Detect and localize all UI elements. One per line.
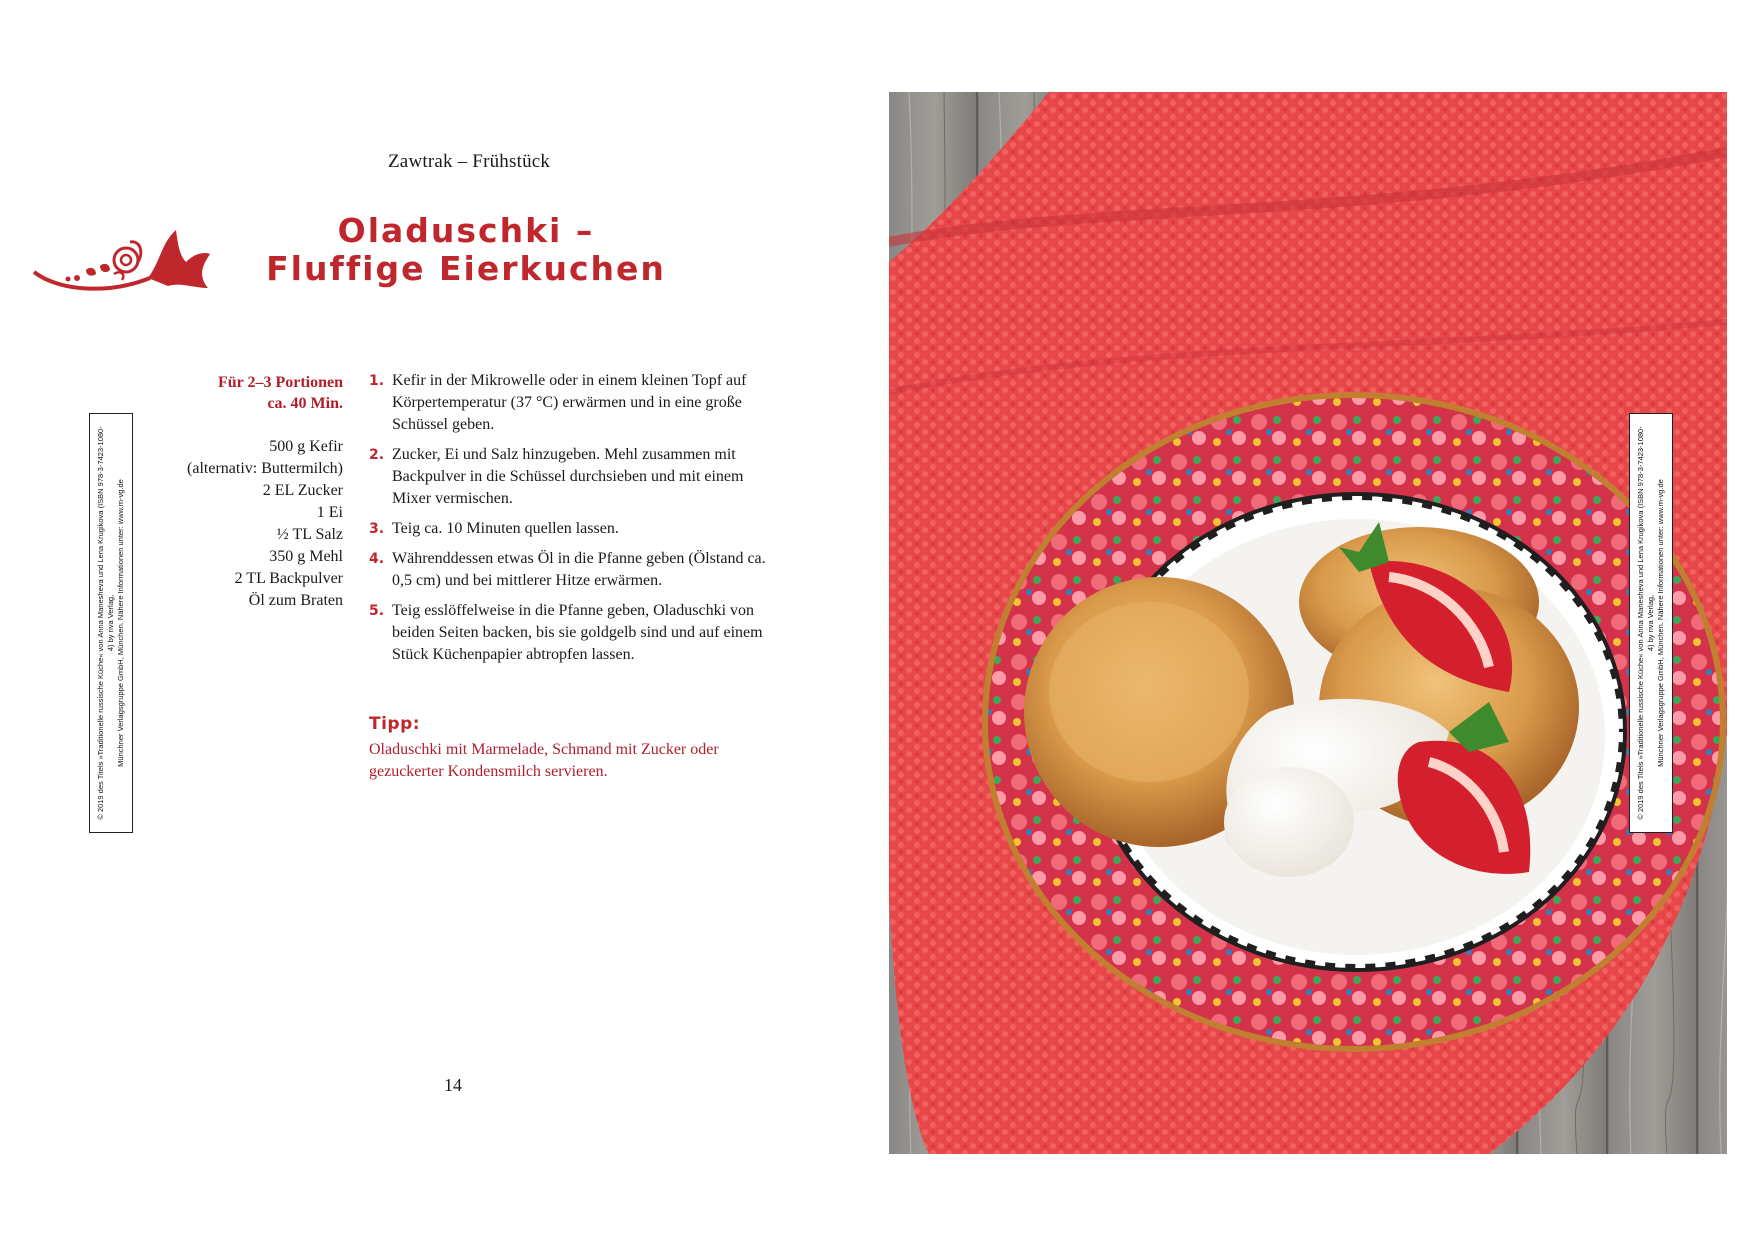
step-text: Teig ca. 10 Minuten quellen lassen.	[392, 520, 619, 537]
pancakes-photo-illustration	[889, 92, 1727, 1154]
copyright-notice-right	[1629, 413, 1673, 833]
copyright-notice-left	[89, 413, 133, 833]
title-line-1: Oladuschki –	[337, 211, 595, 250]
ingredient-item: 500 g Kefir	[269, 438, 343, 455]
flower-ornament-icon	[30, 222, 210, 306]
ingredient-item: 2 EL Zucker	[262, 482, 343, 499]
page-number: 14	[444, 1075, 462, 1095]
portions-count: Für 2–3 Portionen	[217, 374, 343, 391]
step-text: Währenddessen etwas Öl in die Pfanne geben (Ölstand ca. 0,5 cm) und bei mittlerer Hitze erwärmen.	[392, 550, 766, 589]
step-text: Teig esslöffelweise in die Pfanne geben, Oladuschki von beiden Seiten backen, bis sie goldgelb sind und auf einem Stück Küchenpapier abtropfen lassen.	[392, 602, 763, 663]
cooking-time: ca. 40 Min.	[267, 395, 343, 412]
ingredient-item: 1 Ei	[316, 504, 343, 521]
step-item	[369, 548, 769, 592]
ingredient-item: 350 g Mehl	[269, 548, 343, 565]
copyright-line: Münchner Verlagsgruppe GmbH, München. Nähere Informationen unter: www.m-vg.de	[116, 479, 125, 767]
title-line-2: Fluffige Eierkuchen	[266, 249, 666, 288]
copyright-line: © 2019 des Titels »Traditionelle russische Küche« von Anna Manesheva und Lena Krugikova (ISBN 978-3-7423-1080-4) by riva Verlag,	[1636, 426, 1655, 820]
step-number: 1.	[369, 373, 385, 389]
ingredient-item: ½ TL Salz	[276, 526, 343, 543]
recipe-title	[236, 212, 696, 288]
step-item	[369, 444, 769, 510]
recipe-photo	[889, 92, 1727, 1154]
portions-info	[150, 372, 343, 414]
ingredient-item: Öl zum Braten	[248, 592, 343, 609]
step-number: 3.	[369, 521, 385, 537]
ingredient-item: 2 TL Backpulver	[234, 570, 343, 587]
step-text: Zucker, Ei und Salz hinzugeben. Mehl zusammen mit Backpulver in die Schüssel durchsieben und mit einem Mixer vermischen.	[392, 446, 744, 507]
step-number: 4.	[369, 551, 385, 567]
step-item	[369, 370, 769, 436]
section-header: Zawtrak – Frühstück	[388, 151, 551, 172]
step-item	[369, 518, 769, 540]
step-number: 2.	[369, 447, 385, 463]
ingredient-item: (alternativ: Buttermilch)	[187, 460, 343, 477]
preparation-steps	[369, 370, 769, 674]
ingredients-list	[150, 436, 343, 612]
copyright-line: © 2019 des Titels »Traditionelle russische Küche« von Anna Manesheva und Lena Krugikova (ISBN 978-3-7423-1080-4) by riva Verlag,	[96, 426, 115, 820]
step-number: 5.	[369, 603, 385, 619]
step-item	[369, 600, 769, 666]
copyright-line: Münchner Verlagsgruppe GmbH, München. Nähere Informationen unter: www.m-vg.de	[1656, 479, 1665, 767]
step-text: Kefir in der Mikrowelle oder in einem kleinen Topf auf Körpertemperatur (37 °C) erwärmen und in eine große Schüssel geben.	[392, 372, 747, 433]
tip-text: Oladuschki mit Marmelade, Schmand mit Zucker oder gezuckerter Kondensmilch servieren.	[369, 741, 719, 780]
tip-heading: Tipp:	[369, 714, 421, 734]
